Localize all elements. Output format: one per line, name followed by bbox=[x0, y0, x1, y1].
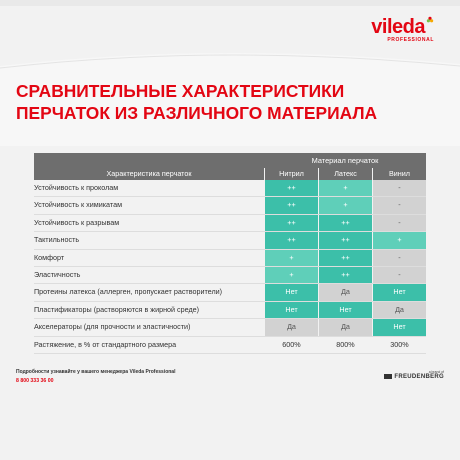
row-label: Устойчивость к разрывам bbox=[34, 217, 120, 227]
cell-latex: ++ bbox=[319, 215, 372, 231]
comparison-table bbox=[34, 153, 426, 354]
col-nitrile: Нитрил bbox=[265, 168, 318, 180]
table-row bbox=[34, 215, 426, 232]
brand-logo-text: vileda bbox=[371, 16, 425, 38]
cell-nitrile: Да bbox=[265, 319, 318, 335]
row-label: Эластичность bbox=[34, 269, 81, 279]
table-row bbox=[34, 302, 426, 319]
row-label: Растяжение, в % от стандартного размера bbox=[34, 339, 177, 349]
cell-latex: ++ bbox=[319, 232, 372, 248]
table-row bbox=[34, 267, 426, 284]
cell-nitrile: ++ bbox=[265, 215, 318, 231]
vileda-logo bbox=[371, 16, 434, 43]
footer-phone: 8 800 333 36 00 bbox=[16, 378, 54, 384]
cell-latex: Нет bbox=[319, 302, 372, 318]
table-row bbox=[34, 197, 426, 214]
cell-vinyl: Нет bbox=[373, 284, 426, 300]
page-title bbox=[16, 80, 446, 124]
col-latex: Латекс bbox=[319, 168, 372, 180]
cell-nitrile: ++ bbox=[265, 180, 318, 196]
cell-vinyl: - bbox=[373, 267, 426, 283]
cell-latex: ++ bbox=[319, 250, 372, 266]
title-line-2: ПЕРЧАТОК ИЗ РАЗЛИЧНОГО МАТЕРИАЛА bbox=[16, 103, 378, 123]
cell-vinyl: + bbox=[373, 232, 426, 248]
row-label: Пластификаторы (растворяются в жирной среде) bbox=[34, 304, 200, 314]
brand-sub: PROFESSIONAL bbox=[387, 37, 434, 43]
row-label: Тактильность bbox=[34, 235, 80, 245]
cell-latex: Да bbox=[319, 284, 372, 300]
table-row bbox=[34, 250, 426, 267]
cell-vinyl: 300% bbox=[390, 339, 409, 349]
cell-vinyl: - bbox=[373, 215, 426, 231]
material-header-row bbox=[34, 153, 426, 168]
table-row bbox=[34, 180, 426, 197]
cell-vinyl: - bbox=[373, 197, 426, 213]
freudenberg-logo bbox=[384, 370, 444, 380]
cell-vinyl: Нет bbox=[373, 319, 426, 335]
row-label: Устойчивость к химикатам bbox=[34, 200, 123, 210]
cell-latex: + bbox=[319, 197, 372, 213]
row-label: Комфорт bbox=[34, 252, 65, 262]
table-row bbox=[34, 319, 426, 336]
cell-nitrile: + bbox=[265, 250, 318, 266]
cell-vinyl: - bbox=[373, 250, 426, 266]
cell-latex: 800% bbox=[336, 339, 355, 349]
cell-nitrile: Нет bbox=[265, 284, 318, 300]
title-line-1: СРАВНИТЕЛЬНЫЕ ХАРАКТЕРИСТИКИ bbox=[16, 81, 345, 101]
table-row bbox=[34, 337, 426, 354]
col-vinyl: Винил bbox=[373, 168, 426, 180]
cell-nitrile: 600% bbox=[282, 339, 301, 349]
top-strip bbox=[0, 0, 460, 6]
freudenberg-icon bbox=[384, 374, 392, 379]
col-characteristic: Характеристика перчаток bbox=[34, 168, 264, 180]
row-label: Акселераторы (для прочности и эластичности) bbox=[34, 322, 191, 332]
flower-icon bbox=[426, 16, 434, 24]
column-header-row bbox=[34, 168, 426, 180]
row-label: Устойчивость к проколам bbox=[34, 183, 119, 192]
material-header: Материал перчаток bbox=[311, 156, 379, 165]
cell-latex: ++ bbox=[319, 267, 372, 283]
table-row bbox=[34, 232, 426, 249]
footer-contact bbox=[16, 369, 175, 384]
row-label: Протеины латекса (аллерген, пропускает растворители) bbox=[34, 287, 223, 297]
cell-nitrile: Нет bbox=[265, 302, 318, 318]
cell-latex: + bbox=[319, 180, 372, 196]
cell-nitrile: ++ bbox=[265, 197, 318, 213]
cell-vinyl: Да bbox=[373, 302, 426, 318]
cell-vinyl: - bbox=[373, 180, 426, 196]
footer-text: Подробности узнавайте у вашего менеджера Vileda Professional bbox=[16, 369, 176, 375]
brand-of-text: a brand of bbox=[428, 370, 444, 374]
table-row bbox=[34, 284, 426, 301]
cell-nitrile: ++ bbox=[265, 232, 318, 248]
cell-latex: Да bbox=[319, 319, 372, 335]
cell-nitrile: + bbox=[265, 267, 318, 283]
freudenberg-name: FREUDENBERG bbox=[394, 374, 444, 381]
